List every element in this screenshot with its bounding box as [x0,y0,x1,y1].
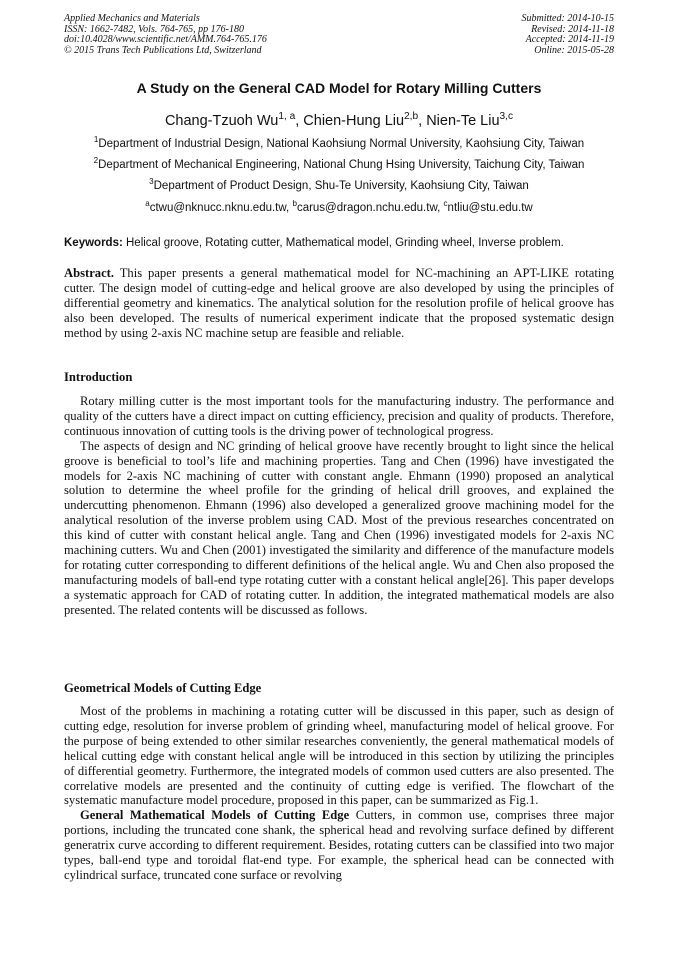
author-separator: , [418,113,427,129]
affiliation [0,135,678,150]
keywords-line [64,237,614,249]
abstract [64,266,614,341]
doi-line: doi:10.4028/www.scientific.net/AMM.764-765.176 [64,34,267,46]
keywords-text: Helical groove, Rotating cutter, Mathematical model, Grinding wheel, Inverse problem. [122,237,564,249]
paper-title: A Study on the General CAD Model for Rotary Milling Cutters [136,80,542,96]
affiliation [0,177,678,192]
affiliation-number: 3 [149,177,154,187]
online-date: Online: 2015-05-28 [534,44,614,56]
abstract-text: This paper presents a general mathematical model for NC-machining an APT-LIKE rotating cutter. The design model of cutting-edge and helical groove are also developed by using the principles of differential geometry and kinematics. The analytical solution for the resolution profile of helical groove has also been developed. The results of numerical experiment indicate that the proposed systematic design method by using 2-axis NC machine setup are feasible and reliable. [64,266,614,340]
paragraph: Most of the problems in machining a rotating cutter will be discussed in this paper, such as design of cutting edge, resolution for inverse problem of grinding wheel, manufacturing model of helical groove. For the purpose of being extended to other similar researches conveniently, the general mathematical models of helical cutting edge with constant helical angle will be introduced in this section by utilizing the principles of differential geometry. Furthermore, the integrated models of common used cutters are also presented. The correlative models are presented and the continuity of cutting edge is verified. The flowchart of the systematic manufacture model procedure, proposed in this paper, can be summarized as Fig.1. [64,704,614,808]
affiliation-text: Department of Mechanical Engineering, National Chung Hsing University, Taichung City, Taiwan [98,159,585,171]
affiliation-number: 1 [93,135,99,145]
publication-dates [522,14,615,56]
copyright-line: © 2015 Trans Tech Publications Ltd, Switzerland [64,44,262,56]
affiliation-text: Department of Industrial Design, National Kaohsiung Normal University, Kaohsiung City, Taiwan [98,138,585,150]
author-name: Chang-Tzuoh Wu [164,113,279,129]
author-name: Chien-Hung Liu [303,113,405,129]
keywords-label: Keywords: [64,237,123,249]
email-text: carus@dragon.nchu.edu.tw, [296,202,444,214]
paragraph [64,808,614,883]
submitted-date: Submitted: 2014-10-15 [521,13,614,24]
section-heading: Geometrical Models of Cutting Edge [64,681,262,695]
geometry-body [64,704,614,883]
journal-name: Applied Mechanics and Materials [64,13,200,24]
revised-date: Revised: 2014-11-18 [531,23,614,35]
email-list [0,199,678,214]
paragraph-text: Cutters, in common use, comprises three major portions, including the truncated cone shank, the spherical head and revolving surface defined by different generatrix curve according to different requirement. Besides, rotating cutters can be classified into two major types, ball-end type and toroidal flat-end type. For example, the spherical head can be connected with cylindrical surface, truncated cone surface or revolving [64,808,614,882]
author-name: Nien-Te Liu [426,113,500,129]
affiliation-number: 2 [93,156,99,166]
abstract-label: Abstract. [64,266,115,280]
email-marker: a [145,199,150,209]
subsection-heading: General Mathematical Models of Cutting Edge [80,808,350,823]
email-text: ntliu@stu.edu.tw [447,202,533,214]
affiliation [0,156,678,171]
author-separator: , [295,113,304,129]
section-heading: Introduction [64,370,133,384]
author-superscript: 1, a [278,111,296,123]
email-marker: b [292,199,297,209]
paragraph: Rotary milling cutter is the most important tools for the manufacturing industry. The performance and quality of the cutters have a direct impact on cutting efficiency, precision and quality of products. Therefore, continuous innovation of cutting tools is the driving power of technological progress. [64,394,614,438]
email-marker: c [443,199,448,209]
author-list [0,113,678,129]
journal-info [64,14,267,56]
paragraph: The aspects of design and NC grinding of helical groove have recently brought to light since the helical groove is beneficial to tool’s life and machining properties. Tang and Chen (1996) have investigated the models for 2-axis NC machining of cutter with constant angle. Ehmann (1990) proposed an analytical solution to determine the wheel profile for the grinding of helical drill grooves, and explained the undercutting phenomenon. Ehmann (1996) also developed a generalized groove machining model for the analytical resolution of the inverse problem using CAD. Most of the previous researches concentrated on this kind of cutter with constant helical angle. Tang and Chen (1996) investigated models for 2-axis NC machining cutters. Wu and Chen (2001) investigated the similarity and difference of the manufacture models for rotating cutter corresponding to different definitions of the helical angle. Wu and Chen also proposed the manufacturing models of ball-end type rotating cutter with a constant helical angle[26]. This paper develops a systematic approach for CAD of rotating cutter. In addition, the integrated mathematical models are also presented. The related contents will be discussed as follows. [64,438,614,617]
introduction-body [64,394,614,618]
accepted-date: Accepted: 2014-11-19 [525,34,614,46]
issn-line: ISSN: 1662-7482, Vols. 764-765, pp 176-180 [64,23,244,35]
author-superscript: 3,c [499,111,514,123]
email-text: ctwu@nknucc.nknu.edu.tw, [149,202,293,214]
author-superscript: 2,b [404,111,419,123]
affiliation-text: Department of Product Design, Shu-Te University, Kaohsiung City, Taiwan [153,180,529,192]
